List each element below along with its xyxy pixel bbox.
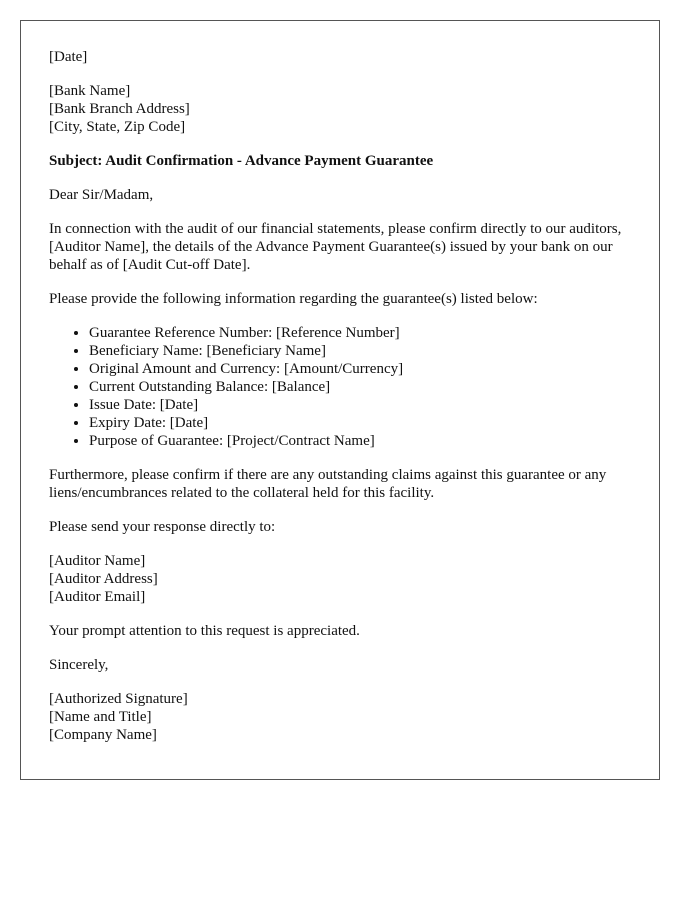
guarantee-details-list — [49, 324, 631, 450]
letter-subject: Subject: Audit Confirmation - Advance Payment Guarantee — [49, 153, 434, 169]
list-item: • Purpose of Guarantee: [Project/Contract Name] — [89, 432, 631, 450]
bank-branch-address: [Bank Branch Address] — [49, 101, 190, 117]
claims-paragraph: Furthermore, please confirm if there are any outstanding claims against this guarantee or any liens/encumbrances related to the collateral held for this facility. — [49, 467, 607, 501]
appreciation-paragraph: Your prompt attention to this request is appreciated. — [49, 623, 360, 639]
request-paragraph: Please provide the following information regarding the guarantee(s) listed below: — [49, 291, 538, 307]
closing: Sincerely, — [49, 657, 109, 673]
authorized-signature: [Authorized Signature] — [49, 691, 188, 707]
salutation: Dear Sir/Madam, — [49, 187, 154, 203]
letter-date: [Date] — [49, 49, 88, 65]
signature-block — [49, 690, 631, 744]
auditor-address: [Auditor Address] — [49, 571, 158, 587]
bank-city-state-zip: [City, State, Zip Code] — [49, 119, 186, 135]
list-item: • Guarantee Reference Number: [Reference Number] — [89, 324, 631, 342]
bank-address-block — [49, 82, 631, 136]
bank-name: [Bank Name] — [49, 83, 131, 99]
list-item: • Expiry Date: [Date] — [89, 414, 631, 432]
list-item: • Current Outstanding Balance: [Balance] — [89, 378, 631, 396]
list-item: • Issue Date: [Date] — [89, 396, 631, 414]
signer-name-title: [Name and Title] — [49, 709, 152, 725]
list-item: • Original Amount and Currency: [Amount/Currency] — [89, 360, 631, 378]
auditor-name: [Auditor Name] — [49, 553, 146, 569]
letter-page — [20, 20, 660, 780]
list-item: • Beneficiary Name: [Beneficiary Name] — [89, 342, 631, 360]
auditor-email: [Auditor Email] — [49, 589, 146, 605]
auditor-address-block — [49, 552, 631, 606]
response-instruction: Please send your response directly to: — [49, 519, 276, 535]
company-name: [Company Name] — [49, 727, 157, 743]
intro-paragraph: In connection with the audit of our financial statements, please confirm directly to our auditors, [Auditor Name], the details of the Advance Payment Guarantee(s) issued by your bank on our behalf as of [Audit Cut-off Date]. — [49, 221, 622, 273]
